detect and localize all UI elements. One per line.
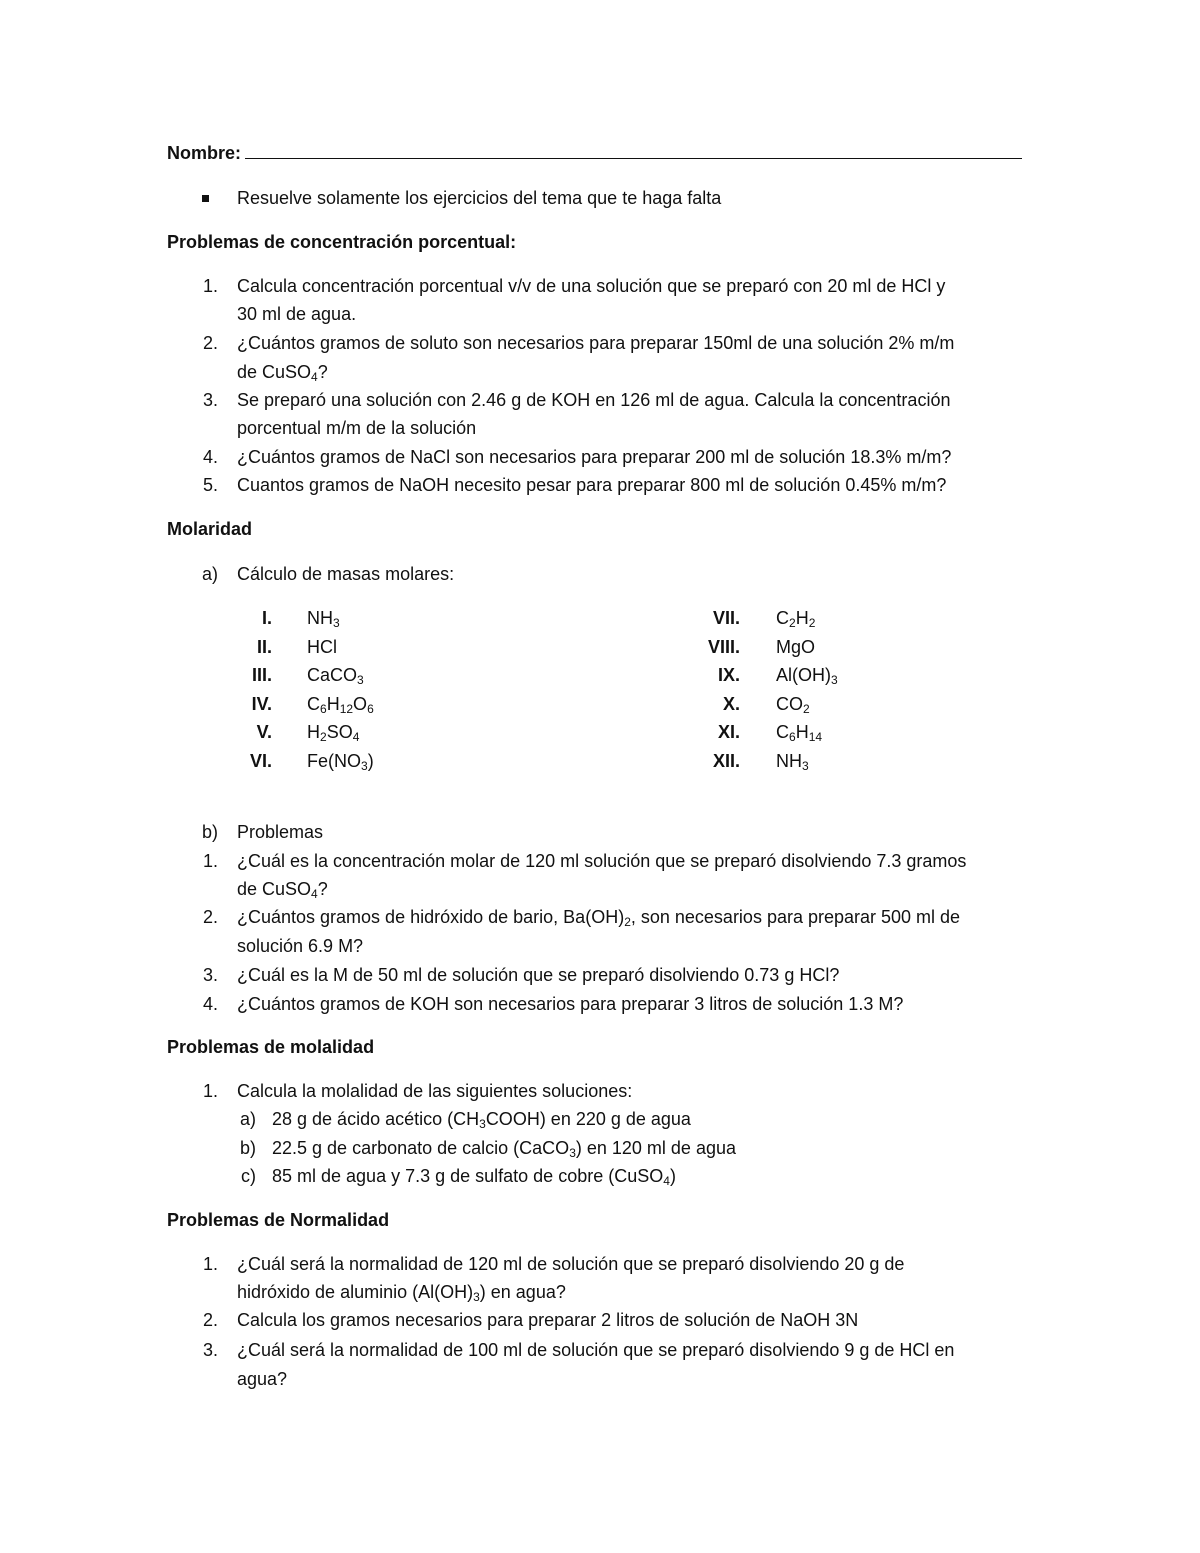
roman-numeral: II.	[256, 636, 272, 657]
roman-numeral: XII.	[712, 751, 740, 771]
list-item-text: ¿Cuántos gramos de soluto son necesarios para preparar 150ml de una solución 2% m/m	[237, 333, 955, 353]
roman-numeral: X.	[722, 693, 740, 714]
list-number: 1.	[202, 1081, 218, 1101]
list-number: 3.	[202, 390, 218, 410]
chemical-formula: $C_6H_{14}$	[776, 722, 823, 745]
list-letter: b)	[239, 1138, 256, 1158]
list-item-text: de CuSO$_4$?	[237, 879, 328, 901]
roman-numeral: VI.	[249, 751, 272, 771]
list-number: 1.	[202, 276, 218, 296]
section-title-porcentual: Problemas de concentración porcentual:	[167, 232, 517, 252]
list-number: 3.	[202, 1340, 218, 1360]
list-number: 5.	[202, 475, 218, 495]
chemical-formula: $NH_3$	[776, 751, 809, 773]
section-title-molalidad: Problemas de molalidad	[167, 1037, 375, 1057]
list-item-text: de CuSO$_4$?	[237, 362, 328, 384]
list-item-text: solución 6.9 M?	[237, 936, 364, 956]
roman-numeral: III.	[251, 665, 272, 686]
list-letter: a)	[239, 1109, 256, 1129]
roman-numeral: IX.	[717, 665, 740, 686]
list-item-text: ¿Cuál será la normalidad de 120 ml de solución que se preparó disolviendo 20 g de	[237, 1254, 905, 1274]
list-item-text: agua?	[237, 1369, 288, 1389]
list-item-text: Se preparó una solución con 2.46 g de KOH en 126 ml de agua. Calcula la concentración	[237, 390, 951, 410]
list-item-text: 85 ml de agua y 7.3 g de sulfato de cobre (CuSO$_4$)	[272, 1166, 676, 1188]
list-item-text: Cálculo de masas molares:	[237, 564, 455, 584]
list-letter: b)	[201, 822, 218, 842]
roman-numeral: I.	[261, 608, 272, 628]
list-item-text: Cuantos gramos de NaOH necesito pesar para preparar 800 ml de solución 0.45% m/m?	[237, 475, 947, 495]
list-item-text: Calcula los gramos necesarios para preparar 2 litros de solución de NaOH 3N	[237, 1310, 859, 1330]
chemical-formula: $CO_2$	[776, 693, 810, 716]
chemical-formula: HCl	[307, 636, 337, 657]
list-item-text: ¿Cuántos gramos de KOH son necesarios para preparar 3 litros de solución 1.3 M?	[237, 994, 904, 1014]
nombre-label: Nombre:	[167, 143, 242, 163]
list-item-text: hidróxido de aluminio $(Al(OH)_3)$ en agua?	[237, 1282, 566, 1304]
roman-numeral: VIII.	[707, 636, 740, 657]
chemical-formula: $NH_3$	[307, 608, 340, 630]
list-item-text: ¿Cuál es la M de 50 ml de solución que se preparó disolviendo 0.73 g HCl?	[237, 965, 840, 985]
list-number: 2.	[202, 333, 218, 353]
chemical-formula: CaCO$_3$	[307, 665, 364, 688]
list-letter: a)	[201, 564, 218, 584]
section-title-molaridad: Molaridad	[167, 519, 253, 539]
list-number: 1.	[202, 1254, 218, 1274]
list-item-text: ¿Cuál será la normalidad de 100 ml de solución que se preparó disolviendo 9 g de HCl en	[237, 1340, 955, 1360]
roman-numeral: XI.	[717, 722, 740, 743]
list-number: 2.	[202, 907, 218, 927]
list-item-text: ¿Cuál es la concentración molar de 120 ml solución que se preparó disolviendo 7.3 gramos	[237, 851, 967, 871]
chemical-formula: $C_6H_{12}O_6$	[307, 693, 374, 716]
roman-numeral: VII.	[712, 608, 740, 628]
roman-numeral: V.	[256, 722, 272, 743]
list-number: 2.	[202, 1310, 218, 1330]
roman-numeral: IV.	[251, 693, 272, 714]
bullet-icon	[202, 195, 209, 202]
instruction-text: Resuelve solamente los ejercicios del tema que te haga falta	[237, 188, 722, 208]
list-item-text: ¿Cuántos gramos de NaCl son necesarios para preparar 200 ml de solución 18.3% m/m?	[237, 447, 952, 467]
chemical-formula: $Fe(NO_3)$	[307, 751, 374, 773]
list-item-text: porcentual m/m de la solución	[237, 418, 477, 438]
chemical-formula: $Al(OH)_3$	[776, 665, 838, 688]
chemical-formula: $C_2H_2$	[776, 608, 816, 630]
list-item-text: Problemas	[237, 822, 324, 842]
list-item-text: ¿Cuántos gramos de hidróxido de bario, $Ba(OH)_2$, son necesarios para preparar 500 ml de	[237, 907, 961, 929]
list-item-text: 30 ml de agua.	[237, 304, 357, 324]
list-number: 4.	[202, 994, 218, 1014]
list-number: 1.	[202, 851, 218, 871]
name-underline	[245, 158, 1022, 159]
list-item-text: 28 g de ácido acético $(CH_3COOH)$ en 220 g de agua	[272, 1109, 691, 1131]
list-number: 3.	[202, 965, 218, 985]
chemical-formula: MgO	[776, 636, 816, 657]
section-title-normalidad: Problemas de Normalidad	[167, 1210, 390, 1230]
list-number: 4.	[202, 447, 218, 467]
list-item-text: 22.5 g de carbonato de calcio (CaCO$_3$) en 120 ml de agua	[272, 1138, 736, 1160]
list-item-text: Calcula concentración porcentual v/v de una solución que se preparó con 20 ml de HCl y	[237, 276, 946, 296]
chemical-formula: $H_2SO_4$	[307, 722, 360, 745]
list-letter: c)	[241, 1166, 256, 1186]
list-item-text: Calcula la molalidad de las siguientes soluciones:	[237, 1081, 633, 1101]
